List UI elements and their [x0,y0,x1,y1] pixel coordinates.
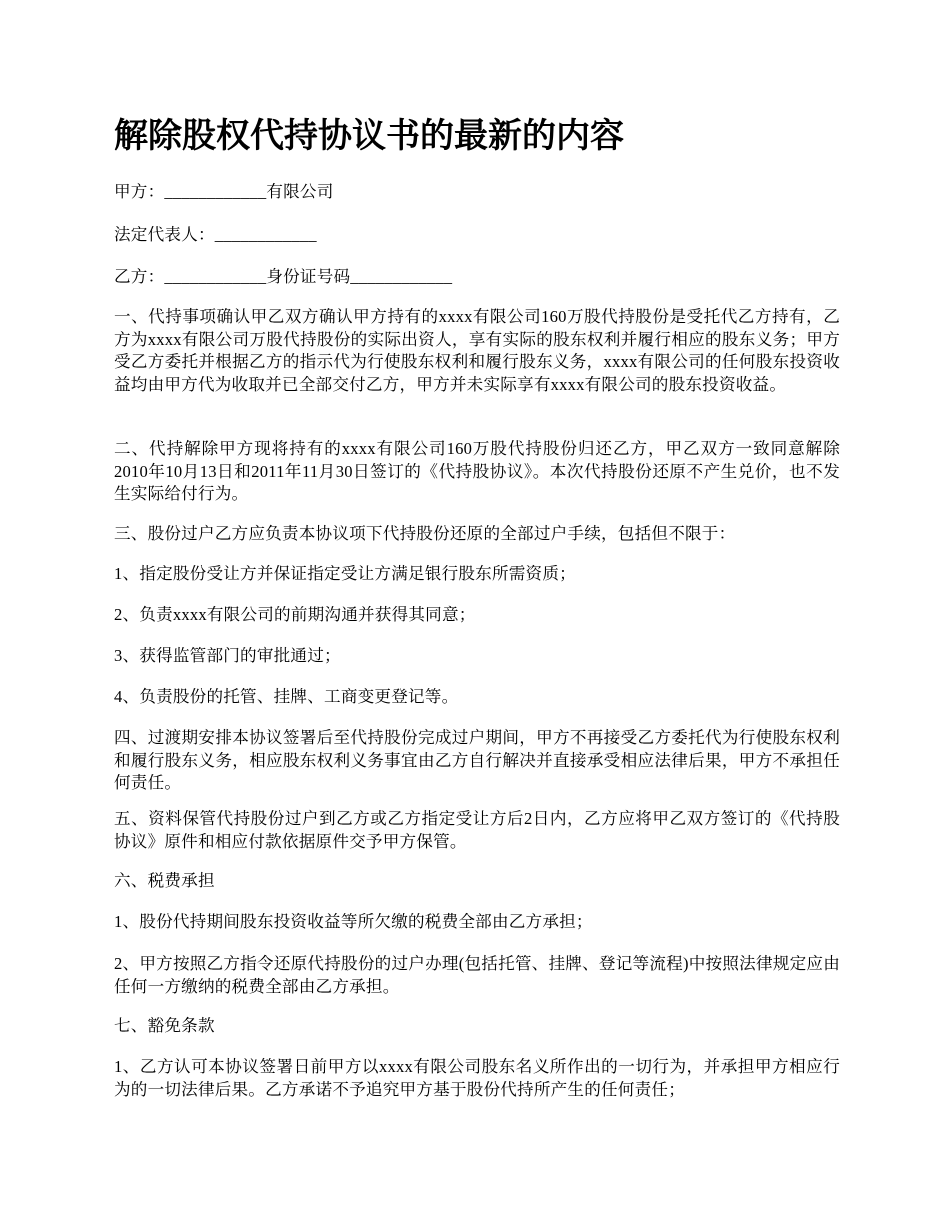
clause-3-item-4: 4、负责股份的托管、挂牌、工商变更登记等。 [114,687,459,706]
party-a-line: 甲方：____________有限公司 [114,182,334,201]
clause-5-documents: 五、资料保管代持股份过户到乙方或乙方指定受让方后2日内，乙方应将甲乙双方签订的《代持股协议》原件和相应付款依据原件交予甲方保管。 [114,809,840,851]
clause-6-item-1: 1、股份代持期间股东投资收益等所欠缴的税费全部由乙方承担； [114,912,593,931]
clause-1-holding-confirmation: 一、代持事项确认甲乙双方确认甲方持有的xxxx有限公司160万股代持股份是受托代乙方持有，乙方为xxxx有限公司万股代持股份的实际出资人，享有实际的股东权利并履行相应的股东义务；甲方受乙方委托并根据乙方的指示代为行使股东权利和履行股东义务，xxxx有限公司的任何股东投资收益均由甲方代为收取并已全部交付乙方，甲方并未实际享有xxxx有限公司的股东投资收益。 [114,307,840,394]
document-title: 解除股权代持协议书的最新的内容 [114,116,624,156]
party-b-line: 乙方：____________身份证号码____________ [114,267,453,286]
clause-3-transfer: 三、股份过户乙方应负责本协议项下代持股份还原的全部过户手续，包括但不限于： [114,524,736,543]
clause-3-item-1: 1、指定股份受让方并保证指定受让方满足银行股东所需资质； [114,564,576,583]
clause-3-item-3: 3、获得监管部门的审批通过； [114,646,341,665]
clause-3-item-2: 2、负责xxxx有限公司的前期沟通并获得其同意； [114,605,476,624]
clause-7-heading: 七、豁免条款 [114,1016,215,1035]
clause-6-heading: 六、税费承担 [114,871,215,890]
clause-2-termination: 二、代持解除甲方现将持有的xxxx有限公司160万股代持股份归还乙方，甲乙双方一致同意解除2010年10月13日和2011年11月30日签订的《代持股协议》。本次代持股份还原不产生兑价，也不发生实际给付行为。 [114,439,840,503]
legal-representative-line: 法定代表人：____________ [114,225,317,244]
clause-6-item-2: 2、甲方按照乙方指令还原代持股份的过户办理(包括托管、挂牌、登记等流程)中按照法律规定应由任何一方缴纳的税费全部由乙方承担。 [114,954,840,996]
clause-4-transition: 四、过渡期安排本协议签署后至代持股份完成过户期间，甲方不再接受乙方委托代为行使股东权利和履行股东义务，相应股东权利义务事宜由乙方自行解决并直接承受相应法律后果，甲方不承担任何责任。 [114,728,840,792]
clause-7-item-1: 1、乙方认可本协议签署日前甲方以xxxx有限公司股东名义所作出的一切行为，并承担甲方相应行为的一切法律后果。乙方承诺不予追究甲方基于股份代持所产生的任何责任； [114,1057,840,1099]
